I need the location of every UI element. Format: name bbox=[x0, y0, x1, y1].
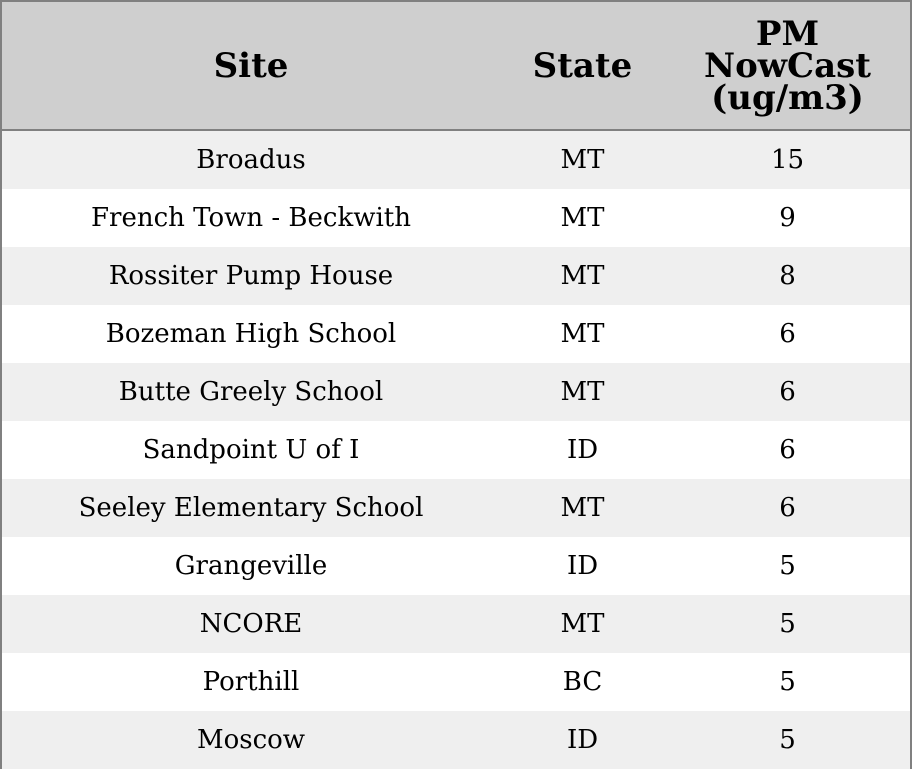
site-cell: NCORE bbox=[199, 609, 303, 639]
table-row bbox=[2, 247, 910, 305]
table-row bbox=[2, 421, 910, 479]
table-row bbox=[2, 363, 910, 421]
state-cell: MT bbox=[560, 609, 605, 639]
pm-value-cell: 6 bbox=[779, 377, 796, 407]
header-pm-line2: NowCast bbox=[704, 45, 871, 86]
state-cell: MT bbox=[560, 261, 605, 291]
table-row bbox=[2, 595, 910, 653]
state-cell: MT bbox=[560, 203, 605, 233]
table-body bbox=[2, 131, 910, 769]
table-row bbox=[2, 479, 910, 537]
site-cell: Rossiter Pump House bbox=[108, 261, 394, 291]
site-cell: Sandpoint U of I bbox=[142, 435, 360, 465]
site-cell: Grangeville bbox=[174, 551, 328, 581]
site-cell: Butte Greely School bbox=[118, 377, 384, 407]
site-cell: French Town - Beckwith bbox=[90, 203, 412, 233]
pm-value-cell: 6 bbox=[779, 493, 796, 523]
pm-value-cell: 5 bbox=[779, 667, 796, 697]
header-site-label: Site bbox=[213, 45, 289, 86]
state-cell: ID bbox=[566, 725, 599, 755]
header-pm-nowcast bbox=[665, 2, 910, 129]
site-cell: Broadus bbox=[196, 145, 306, 175]
table-row bbox=[2, 305, 910, 363]
pm-value-cell: 6 bbox=[779, 435, 796, 465]
pm-value-cell: 5 bbox=[779, 551, 796, 581]
state-cell: MT bbox=[560, 493, 605, 523]
header-state bbox=[500, 2, 665, 129]
pm-value-cell: 9 bbox=[779, 203, 796, 233]
site-cell: Moscow bbox=[196, 725, 306, 755]
pm-value-cell: 8 bbox=[779, 261, 796, 291]
pm-value-cell: 6 bbox=[779, 319, 796, 349]
state-cell: ID bbox=[566, 551, 599, 581]
site-cell: Seeley Elementary School bbox=[78, 493, 424, 523]
state-cell: MT bbox=[560, 145, 605, 175]
table-row bbox=[2, 537, 910, 595]
table-row bbox=[2, 653, 910, 711]
header-site bbox=[2, 2, 500, 129]
state-cell: ID bbox=[566, 435, 599, 465]
header-pm-label bbox=[704, 13, 871, 118]
pm-value-cell: 5 bbox=[779, 725, 796, 755]
header-pm-line3: (ug/m3) bbox=[711, 77, 864, 118]
state-cell: BC bbox=[562, 667, 603, 697]
pm-value-cell: 15 bbox=[770, 145, 805, 175]
table-header-row bbox=[2, 2, 910, 131]
site-cell: Porthill bbox=[202, 667, 300, 697]
header-state-label: State bbox=[532, 45, 633, 86]
header-pm-line1: PM bbox=[755, 13, 820, 54]
table-row bbox=[2, 131, 910, 189]
state-cell: MT bbox=[560, 319, 605, 349]
pm-value-cell: 5 bbox=[779, 609, 796, 639]
state-cell: MT bbox=[560, 377, 605, 407]
site-cell: Bozeman High School bbox=[105, 319, 397, 349]
table-row bbox=[2, 189, 910, 247]
table-row bbox=[2, 711, 910, 769]
